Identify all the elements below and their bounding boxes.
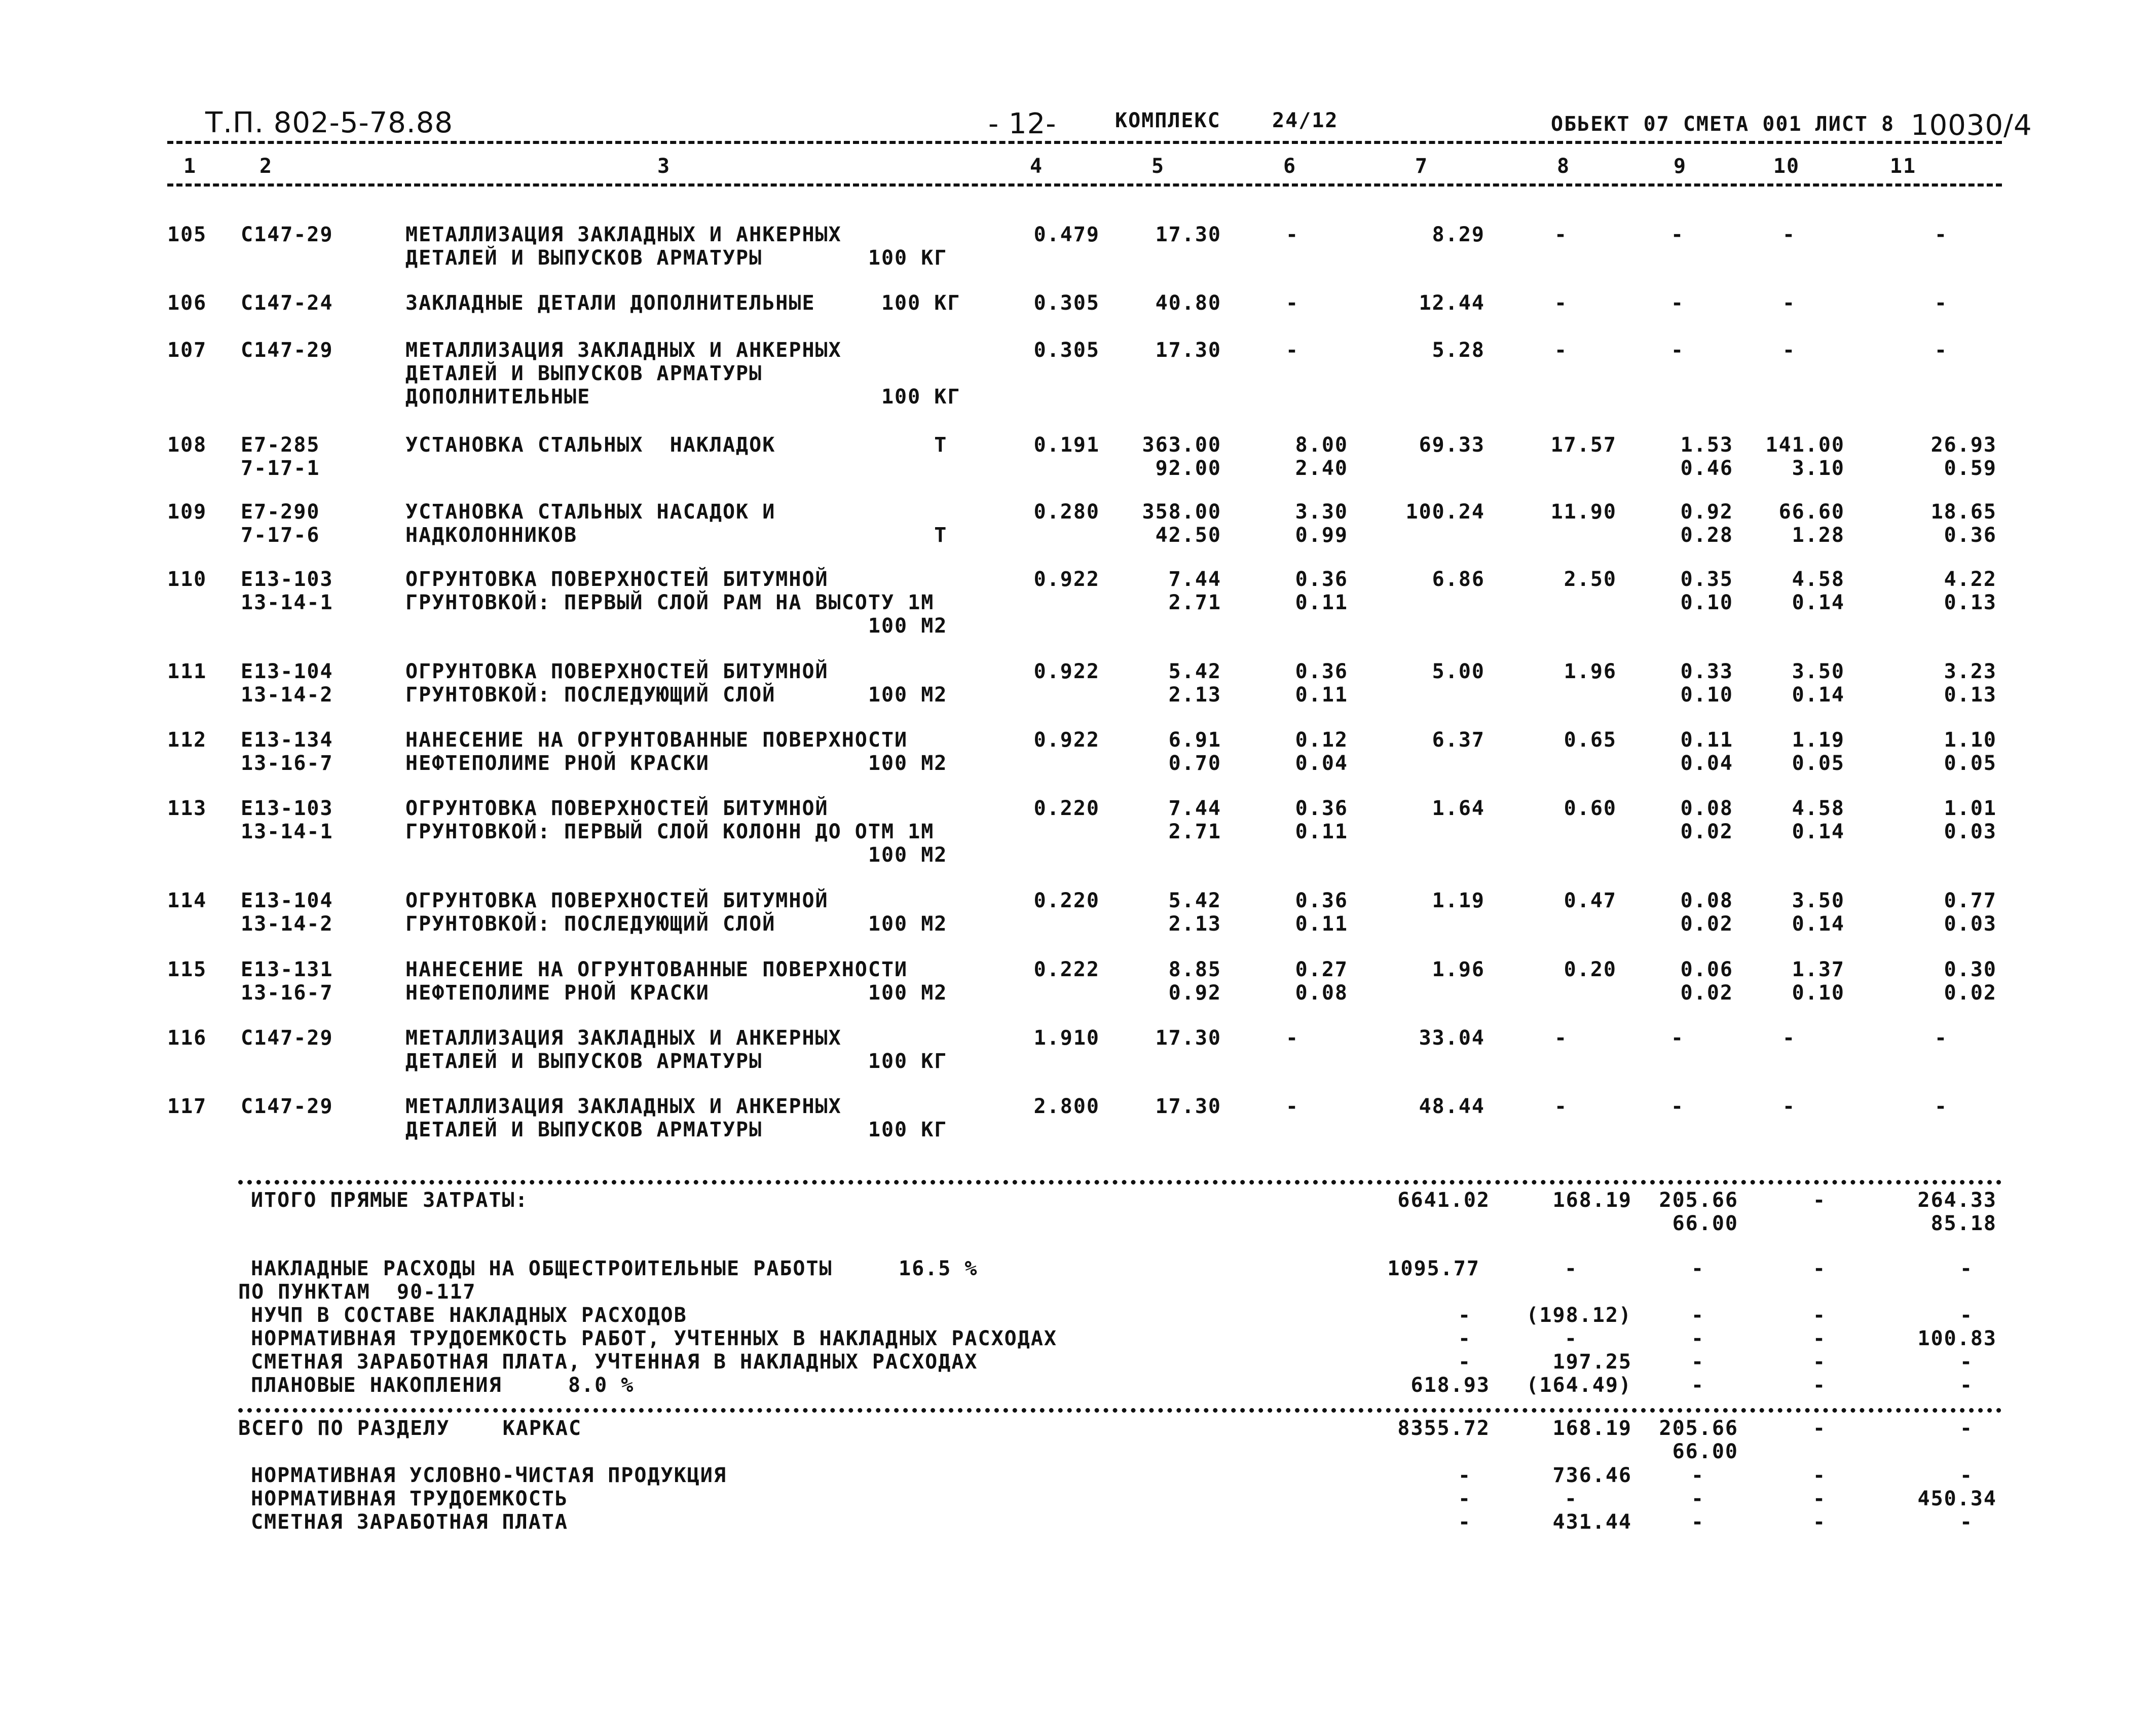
section-total-c7: 8355.72 [1397,1417,1490,1440]
cell-c11: 26.93 [1930,433,1997,457]
cell-c10: - [1782,1026,1796,1050]
cell-c8: - [1554,1095,1568,1118]
cell-c9: 1.53 [1680,433,1733,457]
cell-c5: 5.42 [1168,889,1221,912]
cell-c5: 92.00 [1155,457,1221,480]
cell-desc: ГРУНТОВКОЙ: ПОСЛЕДУЮЩИЙ СЛОЙ 100 М2 [405,683,948,707]
summary-line-c7: - [1458,1464,1472,1487]
cell-c11: 0.03 [1944,820,1997,843]
cell-c8: 2.50 [1564,568,1617,591]
cell-desc: ДЕТАЛЕЙ И ВЫПУСКОВ АРМАТУРЫ 100 КГ [405,1118,948,1141]
cell-c10: 0.14 [1792,820,1845,843]
cell-n: 105 [167,223,207,246]
cell-desc: ОГРУНТОВКА ПОВЕРХНОСТЕЙ БИТУМНОЙ [405,568,829,591]
summary-line-c8: - [1564,1327,1578,1350]
cell-c6: 0.36 [1295,797,1348,820]
cell-c8: 0.60 [1564,797,1617,820]
cell-code: 13-16-7 [241,752,333,775]
cell-c6: 3.30 [1295,500,1348,524]
cell-n: 109 [167,500,207,524]
section-total-c9a: 205.66 [1659,1417,1738,1440]
cell-c6: 0.27 [1295,958,1348,981]
summary-line-c10: - [1812,1304,1827,1327]
cell-c11: 1.01 [1944,797,1997,820]
cell-c10: 0.14 [1792,912,1845,936]
header-rule-top [167,141,2002,144]
summary-line-c7: - [1458,1350,1472,1374]
cell-c11: 18.65 [1930,500,1997,524]
cell-c11: 0.13 [1944,591,1997,614]
cell-c4: 0.222 [1033,958,1100,981]
cell-c6: - [1285,1026,1299,1050]
doc-code: Т.П. 802-5-78.88 [205,106,453,139]
cell-desc: ДОПОЛНИТЕЛЬНЫЕ 100 КГ [405,385,961,409]
cell-code: Е13-104 [241,889,333,912]
cell-c11: 0.03 [1944,912,1997,936]
cell-c7: 1.64 [1432,797,1485,820]
cell-c7: 1.19 [1432,889,1485,912]
cell-c9: - [1670,1095,1685,1118]
overhead-c7: 1095.77 [1387,1257,1480,1280]
cell-c4: 0.191 [1033,433,1100,457]
summary-line-c10: - [1812,1510,1827,1534]
cell-c5: 5.42 [1168,660,1221,683]
cell-c10: 1.37 [1792,958,1845,981]
column-header-5: 5 [1151,155,1165,178]
cell-c4: 2.800 [1033,1095,1100,1118]
cell-c5: 17.30 [1155,223,1221,246]
section-total-c11: - [1959,1417,1974,1440]
cell-c11: 0.77 [1944,889,1997,912]
summary-line-c10: - [1812,1464,1827,1487]
cell-n: 111 [167,660,207,683]
cell-c10: 0.14 [1792,591,1845,614]
cell-c9: 0.46 [1680,457,1733,480]
cell-n: 112 [167,728,207,752]
summary-line-label: НОРМАТИВНАЯ УСЛОВНО-ЧИСТАЯ ПРОДУКЦИЯ [251,1464,727,1487]
cell-c9: 0.10 [1680,591,1733,614]
summary-line-c11: - [1959,1374,1974,1397]
overhead-label: НАКЛАДНЫЕ РАСХОДЫ НА ОБЩЕСТРОИТЕЛЬНЫЕ РАБОТЫ 16.5 % [251,1257,978,1280]
cell-c4: 0.922 [1033,660,1100,683]
cell-c9: 0.04 [1680,752,1733,775]
cell-c7: 5.00 [1432,660,1485,683]
cell-c11: 1.10 [1944,728,1997,752]
cell-desc: ОГРУНТОВКА ПОВЕРХНОСТЕЙ БИТУМНОЙ [405,797,829,820]
cell-c5: 8.85 [1168,958,1221,981]
page-number: - 12- [988,107,1057,140]
cell-code: 13-14-2 [241,683,333,707]
summary-line-c10: - [1812,1350,1827,1374]
cell-code: 13-14-1 [241,820,333,843]
cell-c9: 0.28 [1680,524,1733,547]
cell-c7: 48.44 [1419,1095,1485,1118]
cell-c8: - [1554,291,1568,315]
cell-c5: 0.92 [1168,981,1221,1005]
cell-c10: 0.05 [1792,752,1845,775]
cell-n: 108 [167,433,207,457]
cell-c9: 0.08 [1680,889,1733,912]
cell-c10: 66.60 [1778,500,1845,524]
direct-costs-c9b: 66.00 [1672,1212,1738,1235]
cell-c11: 0.13 [1944,683,1997,707]
cell-c8: - [1554,223,1568,246]
cell-desc: НАНЕСЕНИЕ НА ОГРУНТОВАННЫЕ ПОВЕРХНОСТИ [405,958,908,981]
cell-c9: 0.02 [1680,820,1733,843]
cell-c4: 0.305 [1033,291,1100,315]
summary-line-label: СМЕТНАЯ ЗАРАБОТНАЯ ПЛАТА, УЧТЕННАЯ В НАКЛАДНЫХ РАСХОДАХ [251,1350,978,1374]
column-header-7: 7 [1415,155,1429,178]
summary-line-c7: - [1458,1327,1472,1350]
cell-desc: УСТАНОВКА СТАЛЬНЫХ НАСАДОК И [405,500,776,524]
summary-line-c7: 618.93 [1410,1374,1490,1397]
cell-c4: 1.910 [1033,1026,1100,1050]
cell-c4: 0.280 [1033,500,1100,524]
summary-line-c8: (164.49) [1526,1374,1632,1397]
cell-c10: 3.50 [1792,889,1845,912]
cell-code: 13-14-1 [241,591,333,614]
cell-c6: - [1285,291,1299,315]
cell-n: 113 [167,797,207,820]
cell-c11: - [1934,339,1948,362]
cell-c6: - [1285,223,1299,246]
summary-line-c9: - [1691,1327,1705,1350]
cell-c4: 0.220 [1033,797,1100,820]
cell-c4: 0.479 [1033,223,1100,246]
cell-c5: 6.91 [1168,728,1221,752]
cell-desc: МЕТАЛЛИЗАЦИЯ ЗАКЛАДНЫХ И АНКЕРНЫХ [405,1095,842,1118]
direct-costs-c8: 168.19 [1552,1189,1632,1212]
cell-desc: МЕТАЛЛИЗАЦИЯ ЗАКЛАДНЫХ И АНКЕРНЫХ [405,223,842,246]
cell-code: Е13-103 [241,568,333,591]
cell-c6: 0.36 [1295,568,1348,591]
direct-costs-label: ИТОГО ПРЯМЫЕ ЗАТРАТЫ: [251,1189,529,1212]
cell-c7: 69.33 [1419,433,1485,457]
cell-c10: 0.10 [1792,981,1845,1005]
overhead-c11: - [1959,1257,1974,1280]
cell-c11: 0.36 [1944,524,1997,547]
cell-c9: 0.11 [1680,728,1733,752]
cell-c6: 0.11 [1295,683,1348,707]
section-total-c10: - [1812,1417,1827,1440]
summary-line-c9: - [1691,1510,1705,1534]
cell-code: Е7-290 [241,500,320,524]
complex-label: КОМПЛЕКС [1115,109,1221,132]
cell-c8: - [1554,1026,1568,1050]
column-header-2: 2 [259,155,273,178]
cell-c9: 0.10 [1680,683,1733,707]
column-header-6: 6 [1283,155,1297,178]
cell-c8: 11.90 [1550,500,1617,524]
direct-costs-c9a: 205.66 [1659,1189,1738,1212]
cell-code: Е13-104 [241,660,333,683]
cell-c5: 17.30 [1155,339,1221,362]
cell-c4: 0.220 [1033,889,1100,912]
cell-c10: 1.28 [1792,524,1845,547]
column-header-8: 8 [1556,155,1571,178]
cell-code: Е13-134 [241,728,333,752]
cell-c10: - [1782,291,1796,315]
summary-line-label: СМЕТНАЯ ЗАРАБОТНАЯ ПЛАТА [251,1510,568,1534]
cell-c8: 1.96 [1564,660,1617,683]
cell-c7: 6.86 [1432,568,1485,591]
cell-c6: 0.36 [1295,889,1348,912]
cell-desc: ГРУНТОВКОЙ: ПЕРВЫЙ СЛОЙ КОЛОНН ДО ОТМ 1М [405,820,935,843]
summary-line-label: НОРМАТИВНАЯ ТРУДОЕМКОСТЬ РАБОТ, УЧТЕННЫХ В НАКЛАДНЫХ РАСХОДАХ [251,1327,1058,1350]
cell-code: 13-14-2 [241,912,333,936]
cell-c10: 4.58 [1792,797,1845,820]
section-total-label: ВСЕГО ПО РАЗДЕЛУ КАРКАС [238,1417,582,1440]
cell-c11: - [1934,1026,1948,1050]
column-header-9: 9 [1673,155,1687,178]
summary-line-label: НУЧП В СОСТАВЕ НАКЛАДНЫХ РАСХОДОВ [251,1304,687,1327]
cell-code: С147-24 [241,291,333,315]
cell-c8: - [1554,339,1568,362]
cell-c11: 0.59 [1944,457,1997,480]
cell-c10: 4.58 [1792,568,1845,591]
cell-code: С147-29 [241,1026,333,1050]
summary-line-c9: - [1691,1374,1705,1397]
cell-desc: ГРУНТОВКОЙ: ПОСЛЕДУЮЩИЙ СЛОЙ 100 М2 [405,912,948,936]
section-rule [238,1408,2002,1413]
cell-c6: 0.12 [1295,728,1348,752]
cell-c9: 0.35 [1680,568,1733,591]
summary-line-c10: - [1812,1374,1827,1397]
cell-c5: 7.44 [1168,568,1221,591]
cell-c9: - [1670,291,1685,315]
cell-c8: 0.65 [1564,728,1617,752]
summary-line-c9: - [1691,1304,1705,1327]
cell-desc: МЕТАЛЛИЗАЦИЯ ЗАКЛАДНЫХ И АНКЕРНЫХ [405,339,842,362]
summary-line-c10: - [1812,1327,1827,1350]
cell-c5: 358.00 [1142,500,1221,524]
cell-c9: 0.08 [1680,797,1733,820]
cell-code: С147-29 [241,1095,333,1118]
cell-c6: 2.40 [1295,457,1348,480]
cell-c6: 0.11 [1295,912,1348,936]
cell-c5: 2.13 [1168,683,1221,707]
cell-c6: 0.11 [1295,591,1348,614]
cell-c9: 0.92 [1680,500,1733,524]
cell-desc: ГРУНТОВКОЙ: ПЕРВЫЙ СЛОЙ РАМ НА ВЫСОТУ 1М [405,591,935,614]
cell-c11: 0.02 [1944,981,1997,1005]
overhead-items-label: ПО ПУНКТАМ 90-117 [238,1280,476,1304]
direct-costs-c11a: 264.33 [1917,1189,1997,1212]
cell-c6: 8.00 [1295,433,1348,457]
cell-c5: 2.71 [1168,820,1221,843]
summary-line-c9: - [1691,1464,1705,1487]
column-header-10: 10 [1773,155,1800,178]
cell-c10: 3.10 [1792,457,1845,480]
cell-c4: 0.922 [1033,728,1100,752]
cell-c6: 0.08 [1295,981,1348,1005]
cell-desc: МЕТАЛЛИЗАЦИЯ ЗАКЛАДНЫХ И АНКЕРНЫХ [405,1026,842,1050]
totals-rule [238,1180,2002,1185]
cell-c7: 6.37 [1432,728,1485,752]
direct-costs-c7: 6641.02 [1397,1189,1490,1212]
cell-n: 110 [167,568,207,591]
cell-c9: 0.02 [1680,981,1733,1005]
cell-c6: 0.04 [1295,752,1348,775]
cell-desc: ДЕТАЛЕЙ И ВЫПУСКОВ АРМАТУРЫ 100 КГ [405,246,948,270]
summary-line-c8: 431.44 [1552,1510,1632,1534]
section-total-c8: 168.19 [1552,1417,1632,1440]
cell-desc: ЗАКЛАДНЫЕ ДЕТАЛИ ДОПОЛНИТЕЛЬНЫЕ 100 КГ [405,291,961,315]
cell-c7: 5.28 [1432,339,1485,362]
cell-c8: 0.20 [1564,958,1617,981]
cell-c5: 2.13 [1168,912,1221,936]
complex-number: 24/12 [1272,109,1339,132]
cell-desc: УСТАНОВКА СТАЛЬНЫХ НАКЛАДОК Т [405,433,948,457]
cell-code: 7-17-6 [241,524,320,547]
cell-c5: 7.44 [1168,797,1221,820]
cell-c5: 363.00 [1142,433,1221,457]
cell-c11: 0.05 [1944,752,1997,775]
header-rule-bottom [167,183,2002,187]
cell-desc: ДЕТАЛЕЙ И ВЫПУСКОВ АРМАТУРЫ 100 КГ [405,1050,948,1073]
cell-c9: 0.06 [1680,958,1733,981]
cell-c11: 0.30 [1944,958,1997,981]
summary-line-label: НОРМАТИВНАЯ ТРУДОЕМКОСТЬ [251,1487,568,1510]
column-header-4: 4 [1029,155,1044,178]
cell-code: С147-29 [241,223,333,246]
cell-c9: - [1670,1026,1685,1050]
cell-c5: 17.30 [1155,1026,1221,1050]
cell-n: 114 [167,889,207,912]
cell-n: 117 [167,1095,207,1118]
cell-c8: 17.57 [1550,433,1617,457]
summary-line-c11: - [1959,1464,1974,1487]
cell-c9: 0.02 [1680,912,1733,936]
summary-line-c8: 197.25 [1552,1350,1632,1374]
cell-desc: НЕФТЕПОЛИМЕ РНОЙ КРАСКИ 100 М2 [405,981,948,1005]
cell-desc: 100 М2 [405,614,948,638]
cell-code: Е13-103 [241,797,333,820]
cell-c7: 100.24 [1405,500,1485,524]
direct-costs-c11b: 85.18 [1930,1212,1997,1235]
cell-c7: 12.44 [1419,291,1485,315]
cell-c7: 33.04 [1419,1026,1485,1050]
cell-c7: 1.96 [1432,958,1485,981]
cell-code: Е13-131 [241,958,333,981]
cell-code: 13-16-7 [241,981,333,1005]
summary-line-c7: - [1458,1304,1472,1327]
cell-c5: 42.50 [1155,524,1221,547]
column-header-3: 3 [657,155,671,178]
document-number: 10030/4 [1911,109,2032,142]
cell-code: 7-17-1 [241,457,320,480]
cell-desc: НЕФТЕПОЛИМЕ РНОЙ КРАСКИ 100 М2 [405,752,948,775]
summary-line-c11: - [1959,1510,1974,1534]
cell-c6: - [1285,339,1299,362]
cell-c10: - [1782,1095,1796,1118]
overhead-c8: - [1564,1257,1578,1280]
cell-desc: НАДКОЛОННИКОВ Т [405,524,948,547]
cell-c9: 0.33 [1680,660,1733,683]
cell-c4: 0.922 [1033,568,1100,591]
cell-desc: 100 М2 [405,843,948,867]
summary-line-c8: - [1564,1487,1578,1510]
cell-c4: 0.305 [1033,339,1100,362]
summary-line-label: ПЛАНОВЫЕ НАКОПЛЕНИЯ 8.0 % [251,1374,635,1397]
cell-c9: - [1670,223,1685,246]
cell-c6: - [1285,1095,1299,1118]
overhead-c10: - [1812,1257,1827,1280]
cell-c10: 3.50 [1792,660,1845,683]
summary-line-c10: - [1812,1487,1827,1510]
cell-c10: - [1782,223,1796,246]
column-header-11: 11 [1889,155,1917,178]
cell-c5: 17.30 [1155,1095,1221,1118]
summary-line-c8: 736.46 [1552,1464,1632,1487]
section-total-c9b: 66.00 [1672,1440,1738,1463]
summary-line-c9: - [1691,1350,1705,1374]
summary-line-c8: (198.12) [1526,1304,1632,1327]
cell-c5: 0.70 [1168,752,1221,775]
cell-c6: 0.36 [1295,660,1348,683]
cell-c10: 141.00 [1765,433,1845,457]
cell-desc: ОГРУНТОВКА ПОВЕРХНОСТЕЙ БИТУМНОЙ [405,660,829,683]
cell-c11: - [1934,291,1948,315]
cell-desc: ОГРУНТОВКА ПОВЕРХНОСТЕЙ БИТУМНОЙ [405,889,829,912]
summary-line-c11: - [1959,1304,1974,1327]
summary-line-c7: - [1458,1510,1472,1534]
cell-code: С147-29 [241,339,333,362]
summary-line-c11: - [1959,1350,1974,1374]
cell-c11: - [1934,223,1948,246]
cell-c5: 40.80 [1155,291,1221,315]
cell-n: 106 [167,291,207,315]
cell-c8: 0.47 [1564,889,1617,912]
summary-line-c7: - [1458,1487,1472,1510]
cell-c5: 2.71 [1168,591,1221,614]
summary-line-c9: - [1691,1487,1705,1510]
cell-c6: 0.99 [1295,524,1348,547]
cell-desc: ДЕТАЛЕЙ И ВЫПУСКОВ АРМАТУРЫ [405,362,763,385]
cell-n: 116 [167,1026,207,1050]
cell-c10: 1.19 [1792,728,1845,752]
cell-n: 115 [167,958,207,981]
cell-c9: - [1670,339,1685,362]
cell-c11: 4.22 [1944,568,1997,591]
column-header-1: 1 [183,155,197,178]
summary-line-c11: 100.83 [1917,1327,1997,1350]
cell-c7: 8.29 [1432,223,1485,246]
cell-c10: 0.14 [1792,683,1845,707]
cell-c10: - [1782,339,1796,362]
cell-c6: 0.11 [1295,820,1348,843]
cell-desc: НАНЕСЕНИЕ НА ОГРУНТОВАННЫЕ ПОВЕРХНОСТИ [405,728,908,752]
object-estimate-sheet: ОБЬЕКТ 07 СМЕТА 001 ЛИСТ 8 [1551,113,1895,136]
cell-c11: 3.23 [1944,660,1997,683]
direct-costs-c10: - [1812,1189,1827,1212]
cell-code: Е7-285 [241,433,320,457]
cell-n: 107 [167,339,207,362]
summary-line-c11: 450.34 [1917,1487,1997,1510]
cell-c11: - [1934,1095,1948,1118]
overhead-c9: - [1691,1257,1705,1280]
